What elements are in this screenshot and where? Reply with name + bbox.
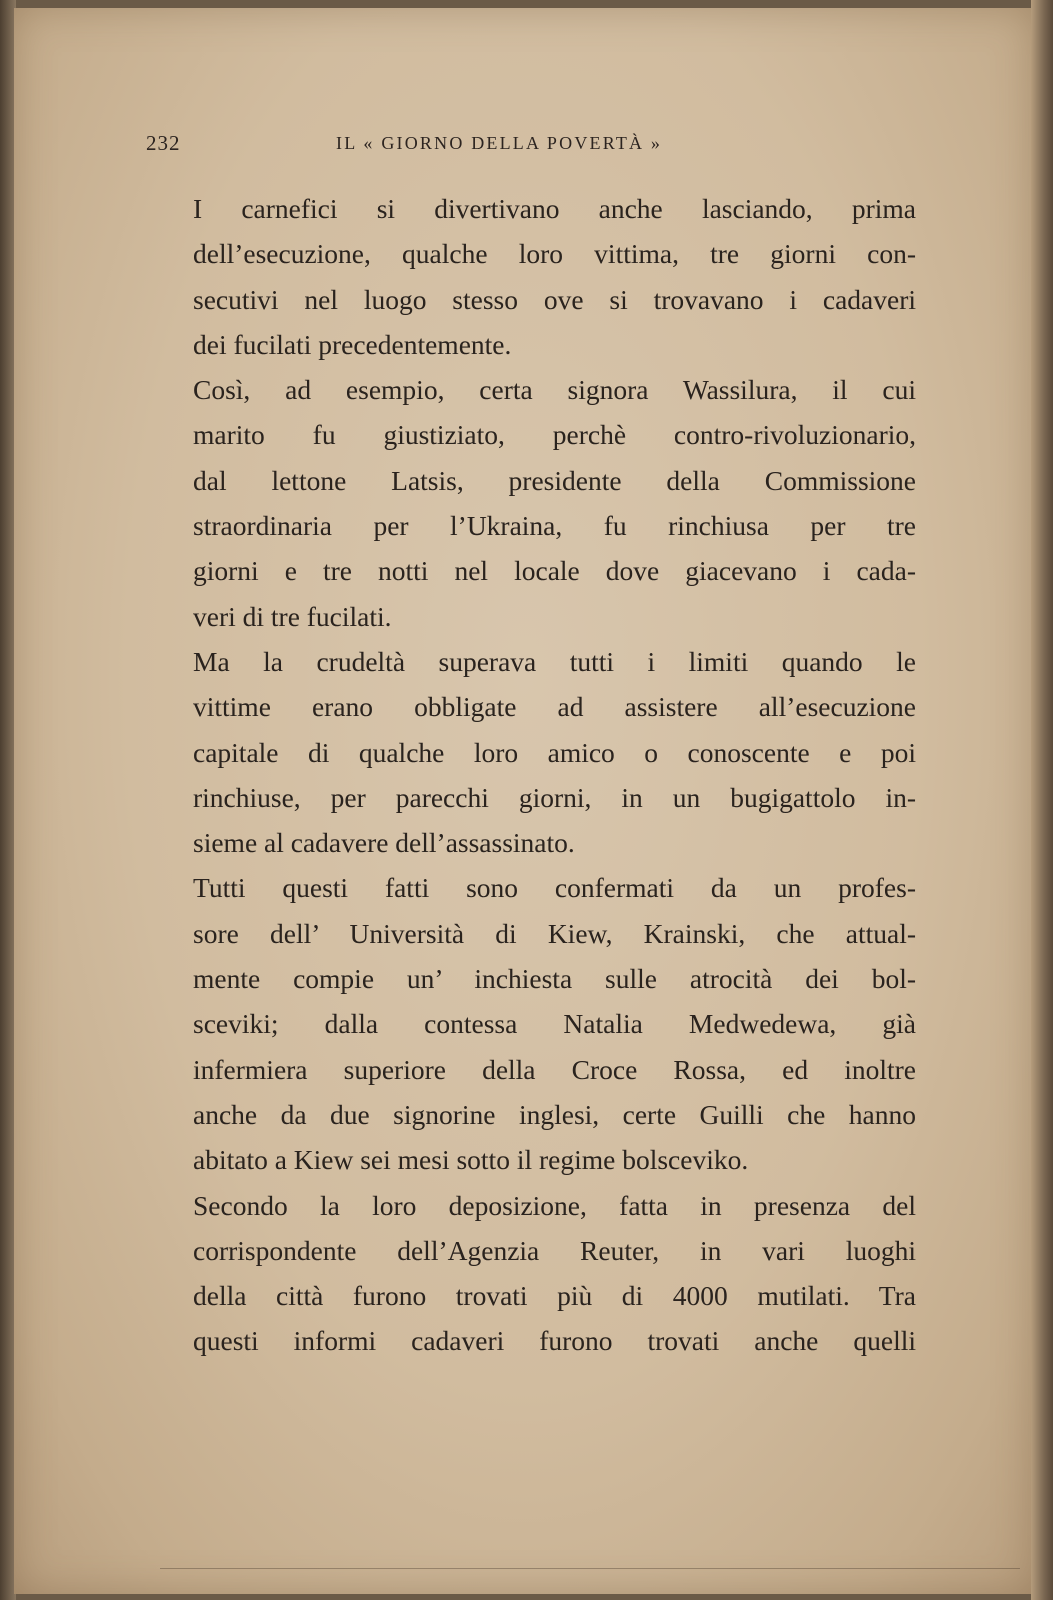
text-line: Tutti questi fatti sono confermati da un profes- xyxy=(193,872,916,904)
text-line: capitale di qualche loro amico o conoscente e poi xyxy=(193,736,916,768)
text-line: I carnefici si divertivano anche lasciando, prima xyxy=(193,193,916,224)
text-line: giorni e tre notti nel locale dove giacevano i cada- xyxy=(193,555,916,587)
page-header xyxy=(146,131,916,167)
bottom-rule xyxy=(160,1568,1020,1569)
text-line: sceviki; dalla contessa Natalia Medwedewa, già xyxy=(193,1008,916,1040)
page-right-edge xyxy=(1031,0,1053,1600)
page-number: 232 xyxy=(146,131,181,155)
text-line: corrispondente dell’Agenzia Reuter, in vari luoghi xyxy=(193,1234,916,1266)
running-title: IL « GIORNO DELLA POVERTÀ » xyxy=(336,133,663,153)
text-line: dal lettone Latsis, presidente della Commissione xyxy=(193,464,916,496)
text-line: secutivi nel luogo stesso ove si trovavano i cadaveri xyxy=(193,283,916,315)
text-line: dell’esecuzione, qualche loro vittima, tre giorni con- xyxy=(193,238,916,270)
text-line: marito fu giustiziato, perchè contro-rivoluzionario, xyxy=(193,419,916,451)
text-line: vittime erano obbligate ad assistere all’esecuzione xyxy=(193,691,916,723)
text-line: sore dell’ Università di Kiew, Krainski, che attual- xyxy=(193,917,916,949)
text-line: della città furono trovati più di 4000 mutilati. Tra xyxy=(193,1280,916,1312)
text-line: Ma la crudeltà superava tutti i limiti quando le xyxy=(193,645,916,677)
paragraph xyxy=(146,367,916,639)
text-line: anche da due signorine inglesi, certe Guilli che hanno xyxy=(193,1098,916,1130)
paragraph xyxy=(146,865,916,1182)
text-line: Secondo la loro deposizione, fatta in presenza del xyxy=(193,1189,916,1221)
paragraph xyxy=(146,1183,916,1364)
body-text xyxy=(146,186,916,1364)
text-line: dei fucilati precedentemente. xyxy=(193,328,512,360)
text-line: questi informi cadaveri furono trovati anche quelli xyxy=(193,1325,916,1357)
text-line: straordinaria per l’Ukraina, fu rinchiusa per tre xyxy=(193,510,916,542)
paragraph xyxy=(146,186,916,367)
text-line: veri di tre fucilati. xyxy=(193,600,392,632)
text-line: Così, ad esempio, certa signora Wassilura, il cui xyxy=(193,374,916,406)
text-line: abitato a Kiew sei mesi sotto il regime bolsceviko. xyxy=(193,1144,749,1176)
text-line: rinchiuse, per parecchi giorni, in un bugigattolo in- xyxy=(193,781,916,813)
text-line: sieme al cadavere dell’assassinato. xyxy=(193,827,575,859)
text-line: infermiera superiore della Croce Rossa, ed inoltre xyxy=(193,1053,916,1085)
paragraph xyxy=(146,639,916,865)
text-line: mente compie un’ inchiesta sulle atrocità dei bol- xyxy=(193,963,916,995)
